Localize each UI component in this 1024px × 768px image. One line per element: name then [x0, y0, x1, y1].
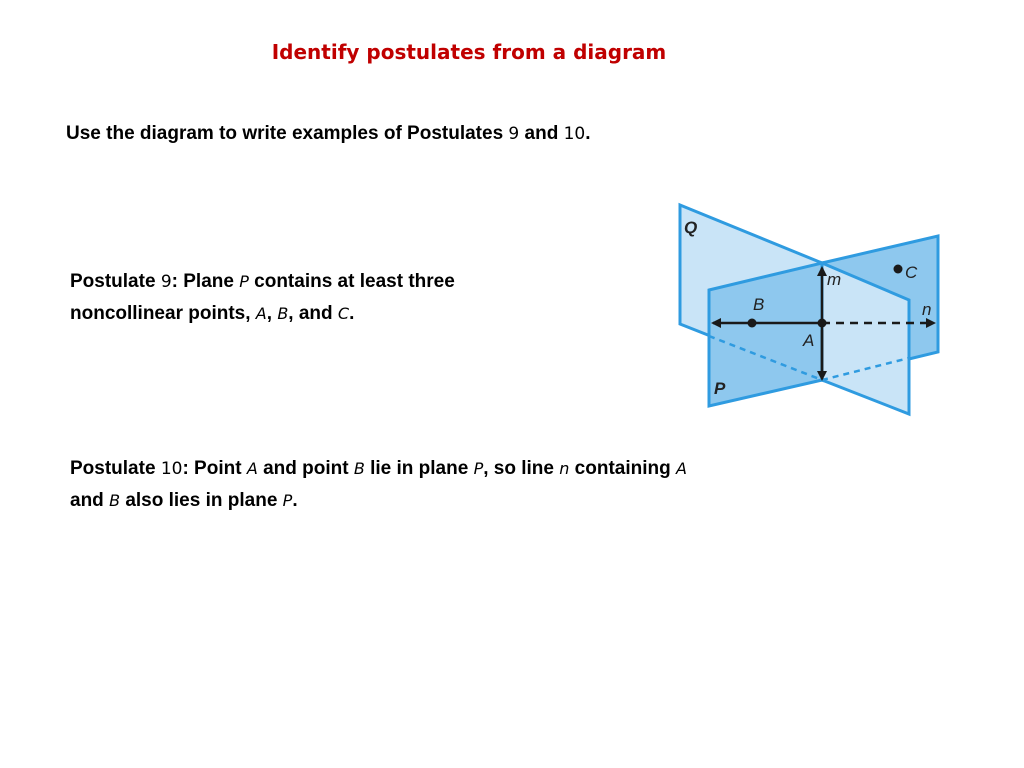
point-c: [894, 265, 903, 274]
point-b: [748, 319, 757, 328]
postulate-10-text: [70, 453, 690, 516]
planes-diagram: [670, 198, 950, 423]
p10-number: 10: [160, 459, 183, 479]
p9-text: ,: [266, 303, 278, 324]
point-a-label: A: [803, 331, 815, 350]
line-m-label: m: [827, 270, 842, 289]
p9-var: B: [277, 304, 289, 323]
intro-text: [66, 123, 591, 145]
p10-text: , so line: [483, 458, 560, 479]
p9-lead: Postulate: [70, 271, 161, 292]
p10-text: .: [292, 490, 298, 511]
line-n-label: n: [922, 300, 932, 319]
p10-var: B: [353, 459, 365, 478]
p9-text: .: [349, 303, 355, 324]
intro-text-b: and: [519, 123, 564, 144]
plane-p-label: P: [714, 379, 726, 398]
p9-number: 9: [160, 272, 172, 292]
p10-text: containing: [569, 458, 677, 479]
p10-text: lie in plane: [364, 458, 474, 479]
p10-text: and: [70, 490, 110, 511]
p9-var: P: [239, 272, 249, 291]
p10-text: also lies in plane: [120, 490, 283, 511]
postulate-9-text: [70, 266, 470, 329]
p9-var: C: [337, 304, 350, 323]
point-b-label: B: [753, 295, 765, 314]
p10-var: A: [676, 459, 687, 478]
intro-text-a: Use the diagram to write examples of Postulates: [66, 123, 509, 144]
p10-var: A: [246, 459, 258, 478]
point-a: [818, 319, 827, 328]
intro-text-c: .: [585, 123, 591, 144]
p10-var: P: [473, 459, 484, 478]
slide-title: Identify postulates from a diagram: [271, 40, 667, 64]
p9-text: , and: [288, 303, 338, 324]
plane-q-label: Q: [684, 218, 698, 237]
point-c-label: C: [905, 263, 918, 282]
p10-var: P: [282, 491, 293, 510]
postulate-number: 10: [563, 124, 586, 144]
postulate-number: 9: [508, 124, 520, 144]
p10-var: B: [109, 491, 121, 510]
p9-text: : Plane: [171, 271, 240, 292]
p9-text: contains at least three noncollinear points,: [70, 271, 455, 324]
p10-var: n: [559, 459, 570, 478]
p10-text: and point: [257, 458, 354, 479]
p10-text: : Point: [182, 458, 247, 479]
p10-lead: Postulate: [70, 458, 161, 479]
p9-var: A: [255, 304, 267, 323]
